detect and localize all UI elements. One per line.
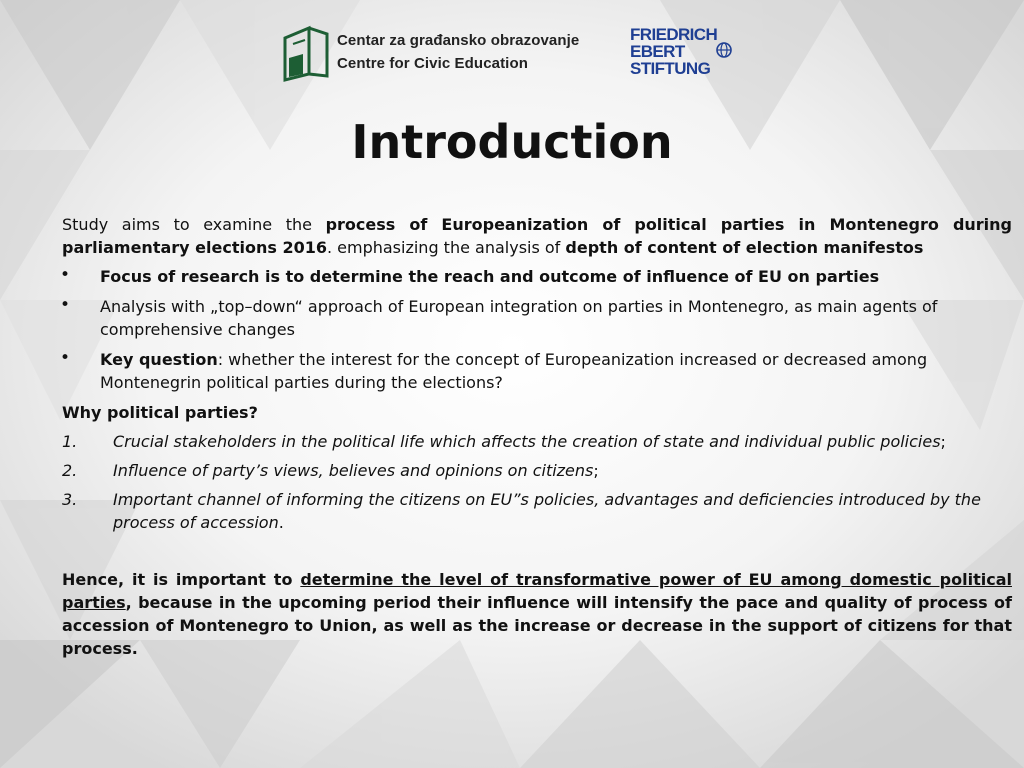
reason-item	[62, 488, 1012, 534]
intro-bold-1: process of Europeanization of political parties in Montenegro during parliamentary elections 2016	[62, 215, 1013, 257]
globe-icon	[716, 42, 732, 58]
cce-name-local: Centar za građansko obrazovanje	[337, 32, 580, 49]
fes-word-ebert: EBERT	[630, 42, 685, 61]
bullet-item	[62, 295, 1012, 341]
bullet-dot: •	[60, 348, 71, 368]
cce-name-english: Centre for Civic Education	[337, 55, 528, 72]
reason-text: Important channel of informing the citizens on EU”s policies, advantages and deficiencies introduced by the process of accession	[113, 490, 981, 532]
bullet-dot: •	[60, 295, 71, 315]
reason-item	[62, 430, 1012, 453]
bullet-item	[62, 348, 1012, 394]
fes-word-friedrich: FRIEDRICH	[630, 25, 718, 44]
reason-item	[62, 459, 1012, 482]
bullet-dot: •	[60, 265, 71, 285]
conclusion-text-2: , because in the upcoming period their influence will intensify the pace and quality of process of accession of Montenegro to Union, as well as the increase or decrease in the support of citizens for that process.	[62, 593, 1012, 658]
conclusion-underlined: determine the level of transformative power of EU among domestic political parties	[62, 570, 1012, 612]
cce-logo	[279, 24, 579, 82]
fes-logo	[630, 26, 750, 82]
conclusion-paragraph	[62, 568, 1012, 660]
intro-paragraph	[62, 213, 1012, 259]
intro-text-1: Study aims to examine the	[62, 215, 326, 234]
reason-number: 3.	[62, 490, 78, 509]
reasons-list	[62, 430, 1012, 534]
bullet-list	[62, 265, 1012, 394]
reason-number: 1.	[62, 432, 78, 451]
bullet-text-focus: Focus of research is to determine the reach and outcome of influence of EU on parties	[100, 267, 880, 286]
bullet-key-question-text: : whether the interest for the concept of Europeanization increased or decreased among Montenegrin political parties during the elections?	[100, 350, 928, 392]
fes-word-stiftung: STIFTUNG	[630, 59, 711, 78]
reason-number: 2.	[62, 461, 78, 480]
intro-text-2: . emphasizing the analysis of	[326, 238, 566, 257]
slide-body	[62, 213, 1012, 660]
bullet-key-question-label: Key question	[100, 350, 218, 369]
why-heading: Why political parties?	[62, 403, 258, 422]
intro-bold-2: depth of content of election manifestos	[565, 238, 924, 257]
reason-tail: ;	[593, 461, 599, 480]
slide-title: Introduction	[351, 115, 673, 169]
reason-tail: ;	[940, 432, 946, 451]
book-icon	[279, 24, 333, 82]
conclusion-text-1: Hence, it is important to	[62, 570, 301, 589]
bullet-item	[62, 265, 1012, 288]
reason-text: Influence of party’s views, believes and opinions on citizens	[113, 461, 594, 480]
bullet-text-analysis: Analysis with „top–down“ approach of European integration on parties in Montenegro, as main agents of comprehensive changes	[100, 297, 938, 339]
reason-tail: .	[278, 513, 284, 532]
reason-text: Crucial stakeholders in the political life which affects the creation of state and individual public policies	[113, 432, 941, 451]
